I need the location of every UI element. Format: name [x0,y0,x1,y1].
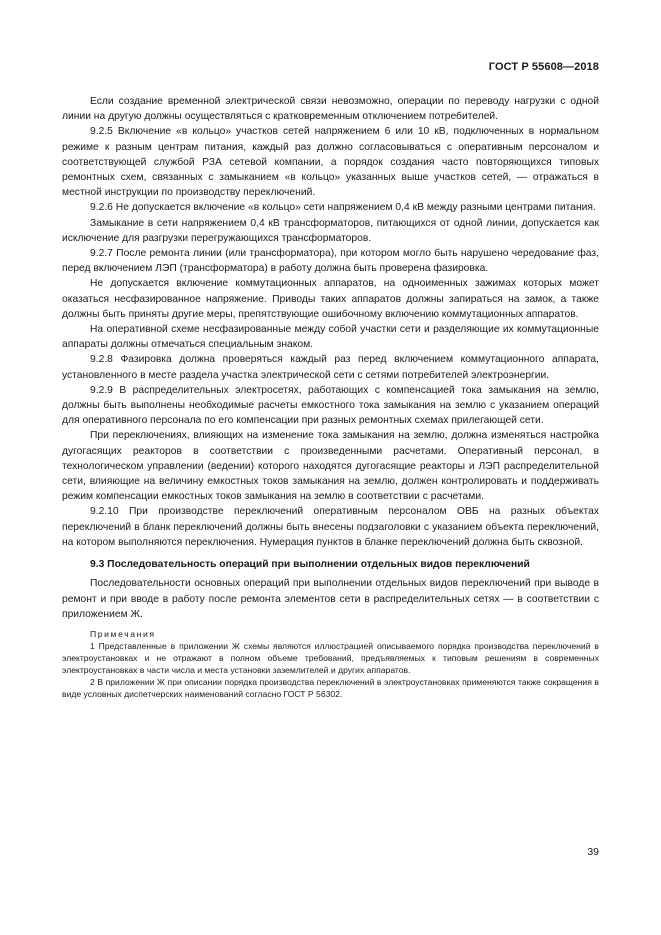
section-heading: 9.3 Последовательность операций при выполнении отдельных видов переключений [90,559,530,571]
notes-block [62,628,599,700]
body-paragraph: 9.2.9 В распределительных электросетях, работающих с компенсацией тока замыкания на землю, должны быть выполнены необходимые расчеты емкостного тока замыкания на землю с указанием операций для оперативного персонала по его компенсации при разных ремонтных схемах прилегающей сети. [62,384,599,427]
document-code-header: ГОСТ Р 55608—2018 [488,61,599,73]
body-paragraph: Не допускается включение коммутационных аппаратов, на одноименных зажимах которых может оказаться несфазированное напряжение. Приводы таких аппаратов должны запираться на замок, а также должны быть приняты другие меры, препятствующие ошибочному включению коммутационных аппаратов. [62,278,599,320]
body-paragraph: 9.2.5 Включение «в кольцо» участков сетей напряжением 6 или 10 кВ, подключенных в нормальном режиме к разным центрам питания, каждый раз должно согласовываться с оперативным персоналом и соответствующей службой РЗА сетевой компании, а порядок создания часто повторяющихся типовых ремонтных схем, связанных с замыканием «в кольцо» указанных выше участков сетей, — отражаться в местной инструкции по производству переключений. [62,126,599,199]
notes-title: Примечания [90,628,156,639]
body-paragraph: Замыкание в сети напряжением 0,4 кВ трансформаторов, питающихся от одной линии, допускается как исключение для разгрузки перегружающихся трансформаторов. [62,217,599,244]
body-paragraph: 9.2.7 После ремонта линии (или трансформатора), при котором могло быть нарушено чередование фаз, перед включением ЛЭП (трансформатора) в работу должна быть проверена фазировка. [62,248,599,275]
body-paragraph: При переключениях, влияющих на изменение тока замыкания на землю, должна изменяться настройка дугогасящих реакторов в соответствии с произведенными расчетами. Оперативный персонал, в технологическом управлении (ведении) которого находятся дугогасящие реакторы и ЛЭП распределительной сети, влияющие на величину емкостных токов замыкания на землю, должен контролировать и поддерживать режим компенсации емкостных токов замыкания на землю в соответствии с расчетами. [62,430,599,503]
page-body [62,94,599,700]
note-item: 1 Представленные в приложении Ж схемы являются иллюстрацией описываемого порядка производства переключений в электроустановках и не отражают в полном объеме требований, предъявляемых к типовым решениям в современных электроустановках в части числа и места установки заземлителей и других аппаратов. [62,640,599,675]
body-paragraph: 9.2.8 Фазировка должна проверяться каждый раз перед включением коммутационного аппарата, установленного в месте раздела участка электрической сети с сетями потребителей электроэнергии. [62,354,599,381]
page-number: 39 [587,846,599,858]
body-paragraph: 9.2.6 Не допускается включение «в кольцо» сети напряжением 0,4 кВ между разными центрами питания. [90,202,596,214]
body-paragraph: Если создание временной электрической связи невозможно, операции по переводу нагрузки с одной линии на другую должны осуществляться с кратковременным отключением потребителей. [62,96,599,123]
body-paragraph: 9.2.10 При производстве переключений оперативным персоналом ОВБ на разных объектах переключений в бланк переключений должны быть внесены подзаголовки с указанием объекта переключений, на котором выполняются переключения. Нумерация пунктов в бланке переключений должна быть сквозной. [62,506,599,548]
section-paragraph: Последовательности основных операций при выполнении отдельных видов переключений при выводе в ремонт и при вводе в работу после ремонта элементов сети в распределительных сетях — в соответствии с приложением Ж. [62,578,599,620]
note-item: 2 В приложении Ж при описании порядка производства переключений в электроустановках применяются также сокращения в виде условных диспетчерских наименований согласно ГОСТ Р 56302. [62,676,599,699]
body-paragraph: На оперативной схеме несфазированные между собой участки сети и разделяющие их коммутационные аппараты должны отмечаться специальным знаком. [62,324,599,351]
